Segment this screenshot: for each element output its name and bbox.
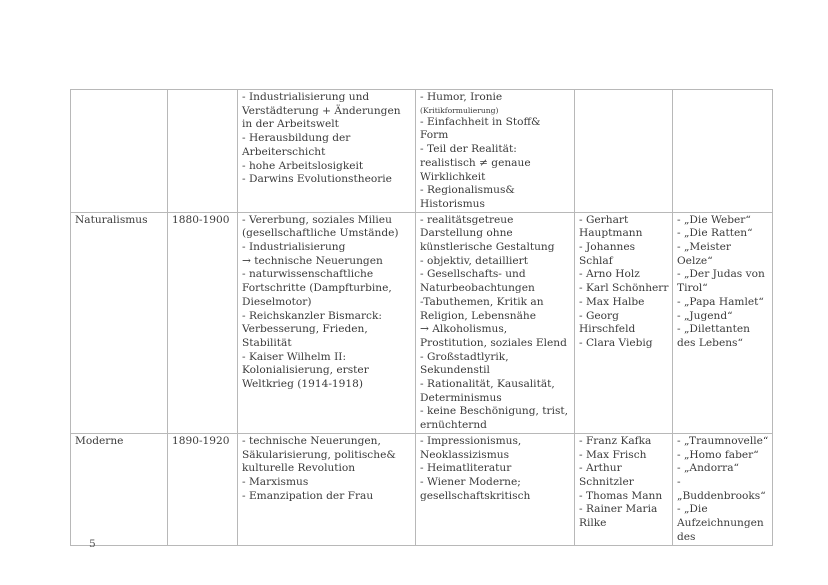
feature-line: -Tabuthemen, Kritik an Religion, Lebensnähe [420, 295, 544, 322]
feature-line: - Humor, Ironie [420, 91, 503, 103]
feature-line: - Wiener Moderne; gesellschaftskritisch [420, 475, 531, 502]
literature-epochs-table [70, 89, 773, 546]
context-cell [238, 212, 416, 433]
work-line: - „Buddenbrooks“ [677, 475, 766, 502]
context-line: - Kaiser Wilhelm II: Kolonialisierung, erster Weltkrieg (1914-1918) [242, 350, 369, 391]
author-line: - Arno Holz [579, 268, 640, 281]
author-line: - Georg Hirschfeld [579, 309, 636, 336]
works-cell [673, 433, 773, 545]
feature-line: - Rationalität, Kausalität, Determinismus [420, 378, 555, 404]
features-cell [416, 433, 575, 545]
author-line: - Arthur Schnitzler [579, 462, 634, 488]
work-line: - „Jugend“ [677, 309, 733, 322]
years-cell: 1880-1900 [168, 212, 238, 433]
feature-line: - keine Beschönigung, trist, ernüchternd [420, 405, 569, 432]
work-line: - „Homo faber“ [677, 448, 759, 461]
context-line: - naturwissenschaftliche Fortschritte (Dampfturbine, Dieselmotor) [242, 268, 392, 308]
author-line: - Rainer Maria Rilke [579, 503, 658, 530]
feature-line: (Kritikformulierung) [420, 105, 499, 115]
work-line: - „Die Weber“ [677, 213, 751, 226]
work-line: - „Die Ratten“ [677, 227, 753, 240]
work-line: - „Der Judas von Tirol“ [677, 268, 765, 295]
feature-line: - Teil der Realität: realistisch ≠ genaue Wirklichkeit [420, 143, 531, 183]
context-line: → technische Neuerungen [242, 254, 383, 267]
context-line: - Industrialisierung [242, 241, 346, 254]
authors-cell [575, 90, 673, 213]
years-cell [168, 90, 238, 213]
feature-line: - realitätsgetreue Darstellung ohne künstlerische Gestaltung [420, 213, 555, 254]
feature-line: - Einfachheit in Stoff& Form [420, 115, 541, 142]
author-line: - Thomas Mann [579, 489, 663, 502]
feature-line: - Gesellschafts- und Naturbeobachtungen [420, 268, 535, 295]
table-row [71, 212, 773, 433]
authors-cell [575, 433, 673, 545]
work-line: - „Traumnovelle“ [677, 434, 769, 447]
author-line: - Clara Viebig [579, 336, 653, 349]
table-row [71, 433, 773, 545]
context-line: - Herausbildung der Arbeiterschicht [242, 132, 351, 158]
context-line: - Marxismus [242, 475, 309, 488]
author-line: - Gerhart Hauptmann [579, 213, 643, 240]
author-line: - Max Frisch [579, 448, 647, 461]
feature-line: - Regionalismus& Historismus [420, 184, 515, 210]
context-line: - Reichskanzler Bismarck: Verbesserung, Frieden, Stabilität [242, 309, 382, 349]
feature-line: → Alkoholismus, Prostitution, soziales Elend [420, 323, 567, 349]
features-cell [416, 212, 575, 433]
works-cell [673, 212, 773, 433]
context-line: - technische Neuerungen, Säkularisierung, politische& kulturelle Revolution [242, 434, 396, 475]
table-row [71, 90, 773, 213]
context-line: - Darwins Evolutionstheorie [242, 173, 392, 186]
context-cell [238, 433, 416, 545]
page-number: 5 [89, 538, 96, 550]
work-line: - „Andorra“ [677, 462, 739, 475]
author-line: - Johannes Schlaf [579, 241, 636, 267]
work-line: - „Meister Oelze“ [677, 241, 731, 267]
epoch-cell: Naturalismus [71, 212, 168, 433]
feature-line: - Impressionismus, Neoklassizismus [420, 434, 522, 461]
epoch-cell: Moderne [71, 433, 168, 545]
years-cell: 1890-1920 [168, 433, 238, 545]
feature-line: - Heimatliteratur [420, 462, 512, 475]
feature-line: - objektiv, detailliert [420, 254, 528, 267]
feature-line: - Großstadtlyrik, Sekundenstil [420, 350, 509, 377]
author-line: - Karl Schönherr [579, 282, 669, 295]
author-line: - Max Halbe [579, 295, 645, 308]
work-line: - „Dilettanten des Lebens“ [677, 323, 750, 349]
epoch-cell [71, 90, 168, 213]
works-cell [673, 90, 773, 213]
context-line: - Emanzipation der Frau [242, 489, 374, 502]
context-cell [238, 90, 416, 213]
context-line: - hohe Arbeitslosigkeit [242, 159, 364, 172]
work-line: - „Papa Hamlet“ [677, 295, 764, 308]
features-cell [416, 90, 575, 213]
context-line: - Vererbung, soziales Milieu (gesellschaftliche Umstände) [242, 213, 399, 240]
author-line: - Franz Kafka [579, 434, 652, 447]
work-line: - „Die Aufzeichnungen des [677, 503, 764, 543]
context-line: - Industrialisierung und Verstädterung + Änderungen in der Arbeitswelt [242, 91, 401, 131]
authors-cell [575, 212, 673, 433]
